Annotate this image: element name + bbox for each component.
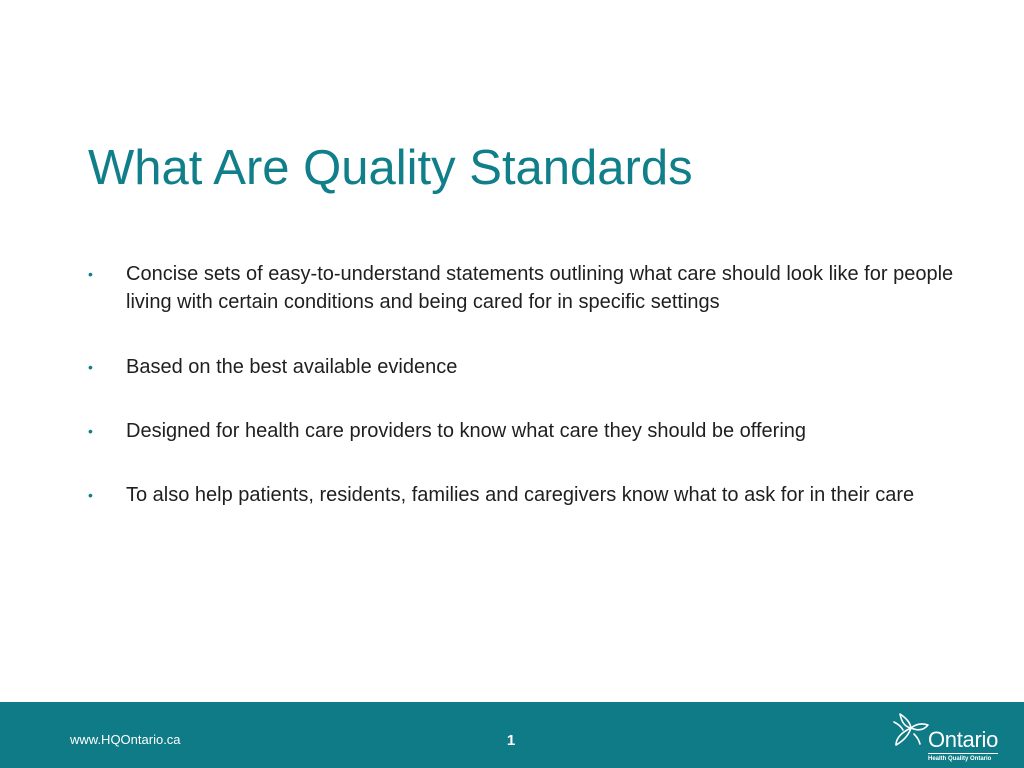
footer-bar — [0, 702, 1024, 768]
bullet-marker: • — [88, 487, 93, 503]
trillium-icon — [890, 712, 930, 748]
bullet-marker: • — [88, 266, 93, 282]
footer-url-link[interactable]: www.HQOntario.ca — [70, 732, 181, 747]
logo-subtitle: Health Quality Ontario — [928, 756, 992, 762]
bullet-text: Based on the best available evidence — [126, 356, 458, 378]
bullet-item — [88, 353, 968, 381]
bullet-item — [88, 481, 968, 509]
ontario-logo — [890, 712, 1002, 764]
bullet-item — [88, 260, 968, 316]
bullet-marker: • — [88, 359, 93, 375]
bullet-text: Concise sets of easy-to-understand statements outlining what care should look like for people living with certain conditions and being cared for in specific settings — [126, 263, 954, 313]
bullet-marker: • — [88, 423, 93, 439]
logo-divider — [928, 753, 998, 754]
bullet-text: To also help patients, residents, families and caregivers know what to ask for in their care — [126, 484, 915, 506]
page-number: 1 — [506, 732, 516, 749]
bullet-list — [88, 260, 968, 545]
logo-wordmark: Ontario — [928, 727, 999, 752]
bullet-item — [88, 417, 968, 445]
bullet-text: Designed for health care providers to know what care they should be offering — [126, 420, 807, 442]
slide-title: What Are Quality Standards — [88, 141, 693, 195]
